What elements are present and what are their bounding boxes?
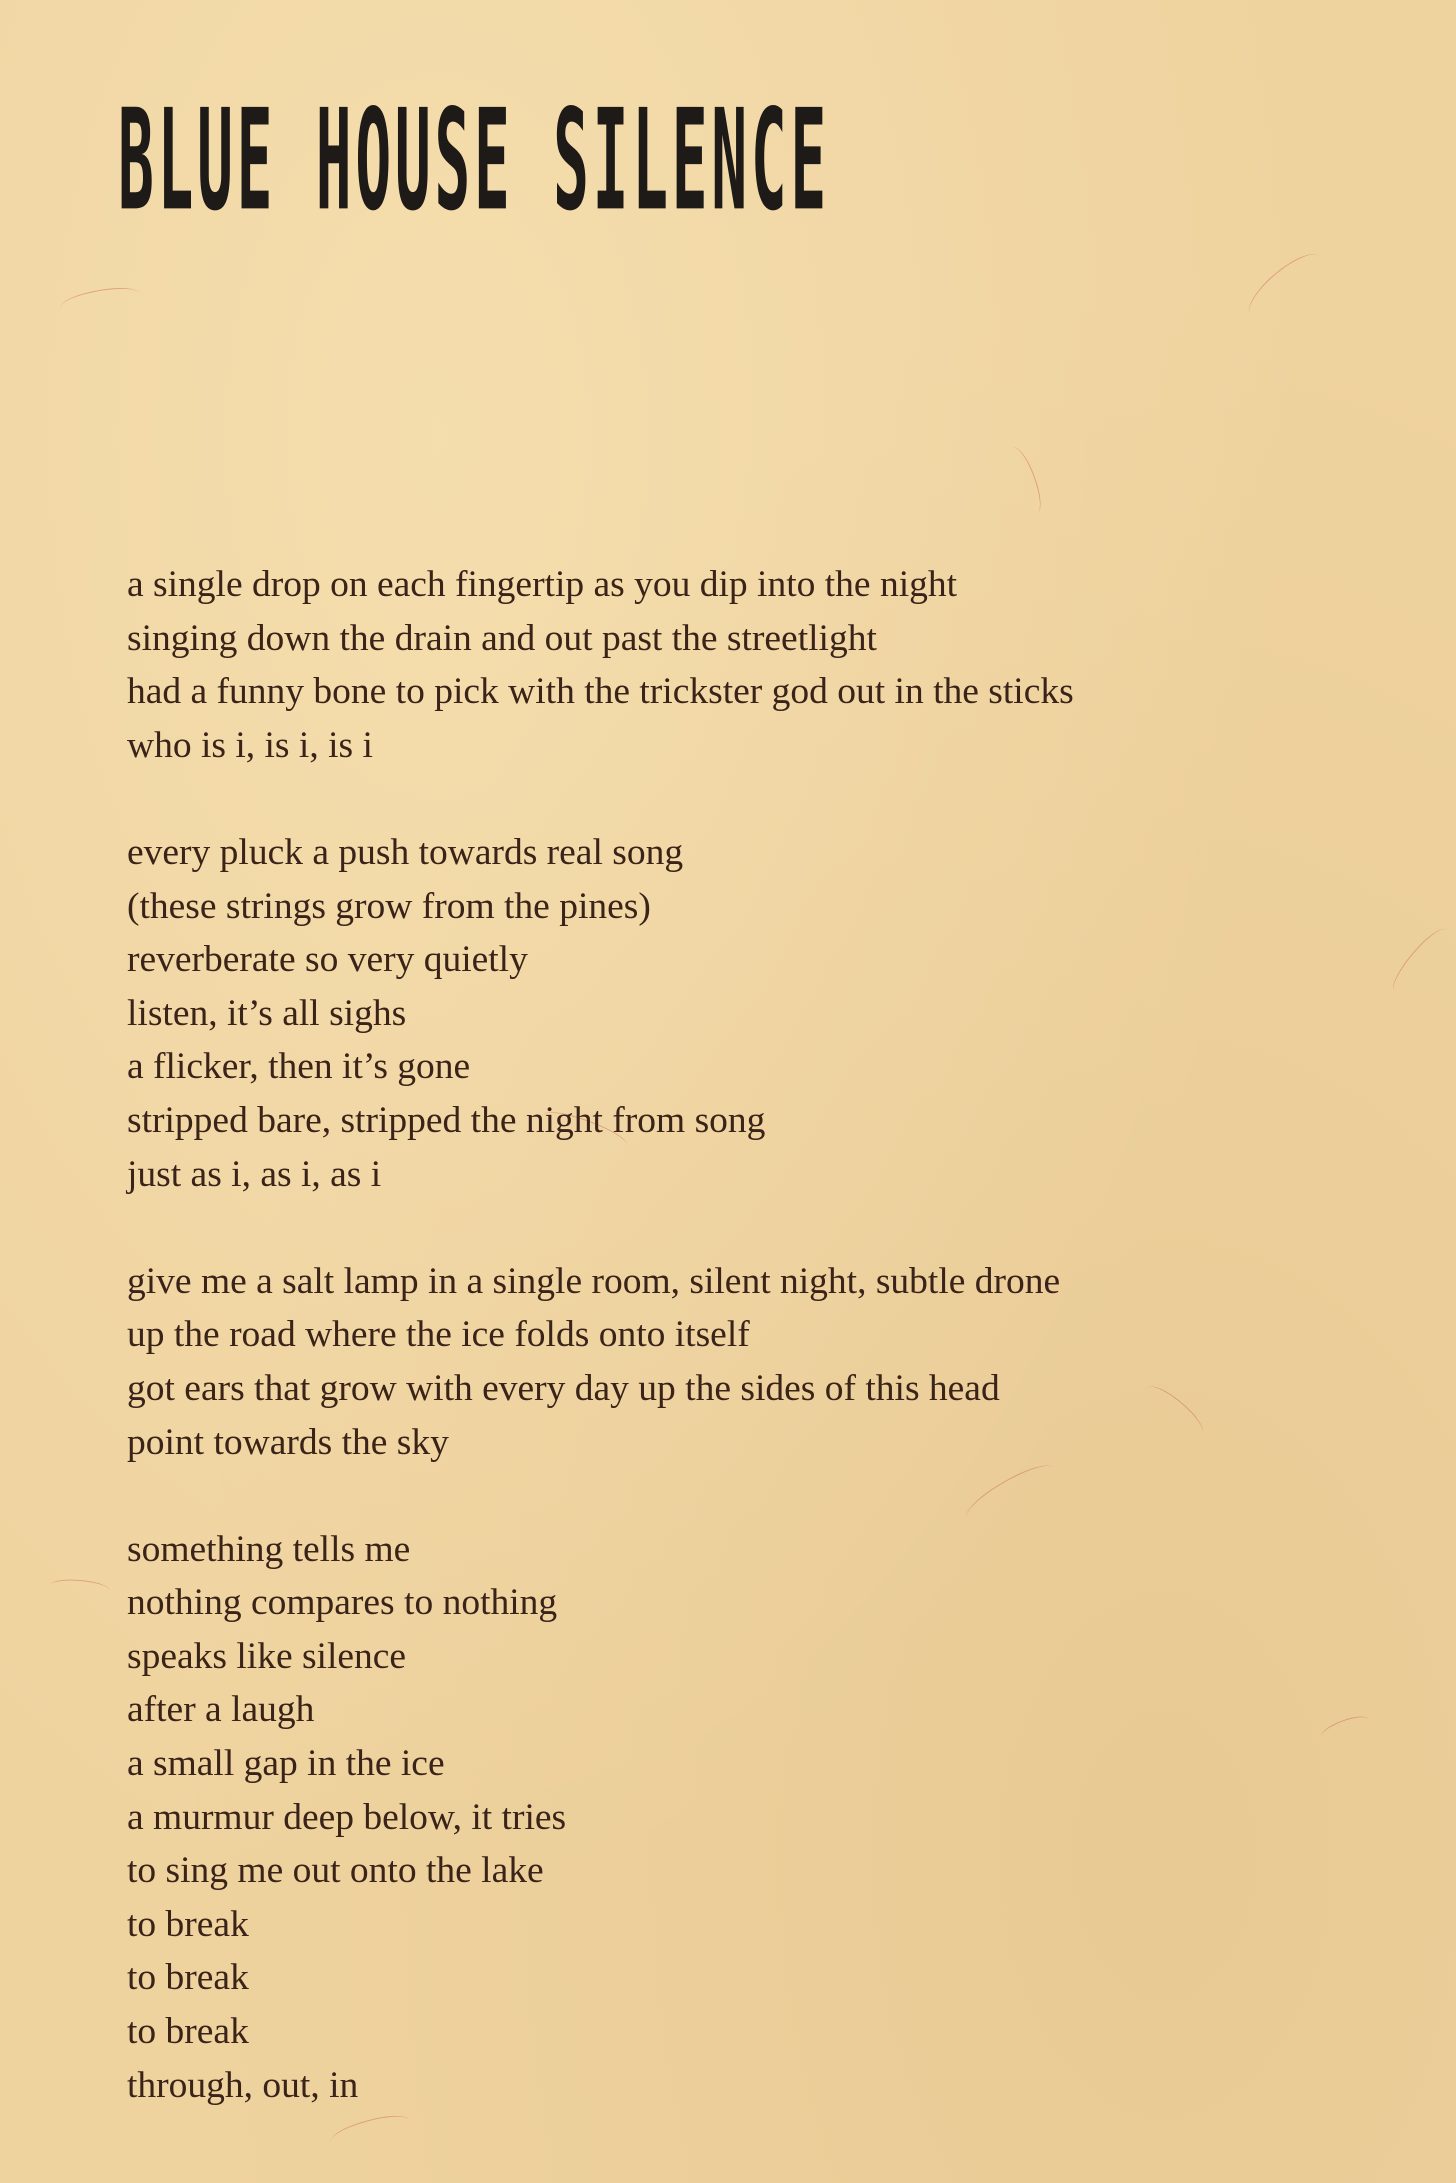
poem-line: after a laugh <box>127 1689 315 1731</box>
poem-line: had a funny bone to pick with the trickster god out in the sticks <box>127 671 1074 713</box>
poem-line: a flicker, then it’s gone <box>127 1046 471 1088</box>
poem-line: up the road where the ice folds onto itself <box>127 1314 750 1356</box>
poem-body <box>127 558 1074 2166</box>
poem-line: to break <box>127 2011 249 2053</box>
poem-line: nothing compares to nothing <box>127 1582 558 1624</box>
poem-line: (these strings grow from the pines) <box>127 885 651 927</box>
poem-line: through, out, in <box>127 2064 359 2106</box>
stanza <box>127 558 1074 772</box>
poem-line: a murmur deep below, it tries <box>127 1796 567 1838</box>
poem-line: listen, it’s all sighs <box>127 992 407 1034</box>
poem-line: stripped bare, stripped the night from song <box>127 1099 766 1141</box>
stanza <box>127 826 1074 1201</box>
poem-line: to sing me out onto the lake <box>127 1850 544 1892</box>
poem-line: every pluck a push towards real song <box>127 831 684 873</box>
poem-line: just as i, as i, as i <box>127 1153 382 1195</box>
poem-line: something tells me <box>127 1528 411 1570</box>
poem-line: who is i, is i, is i <box>127 724 373 766</box>
poem-line: got ears that grow with every day up the sides of this head <box>127 1367 1000 1409</box>
poem-title: BLUE HOUSE SILENCE <box>118 79 830 242</box>
stanza <box>127 1523 1074 2113</box>
stanza <box>127 1255 1074 1469</box>
poem-line: point towards the sky <box>127 1421 449 1463</box>
poem-line: speaks like silence <box>127 1635 407 1677</box>
poem-line: to break <box>127 1957 249 1999</box>
poem-line: reverberate so very quietly <box>127 939 528 981</box>
poem-line: singing down the drain and out past the streetlight <box>127 617 877 659</box>
poem-line: a single drop on each fingertip as you dip into the night <box>127 564 958 605</box>
poem-line: to break <box>127 1903 249 1945</box>
poem-line: a small gap in the ice <box>127 1743 445 1785</box>
poem-line: give me a salt lamp in a single room, silent night, subtle drone <box>127 1260 1061 1302</box>
